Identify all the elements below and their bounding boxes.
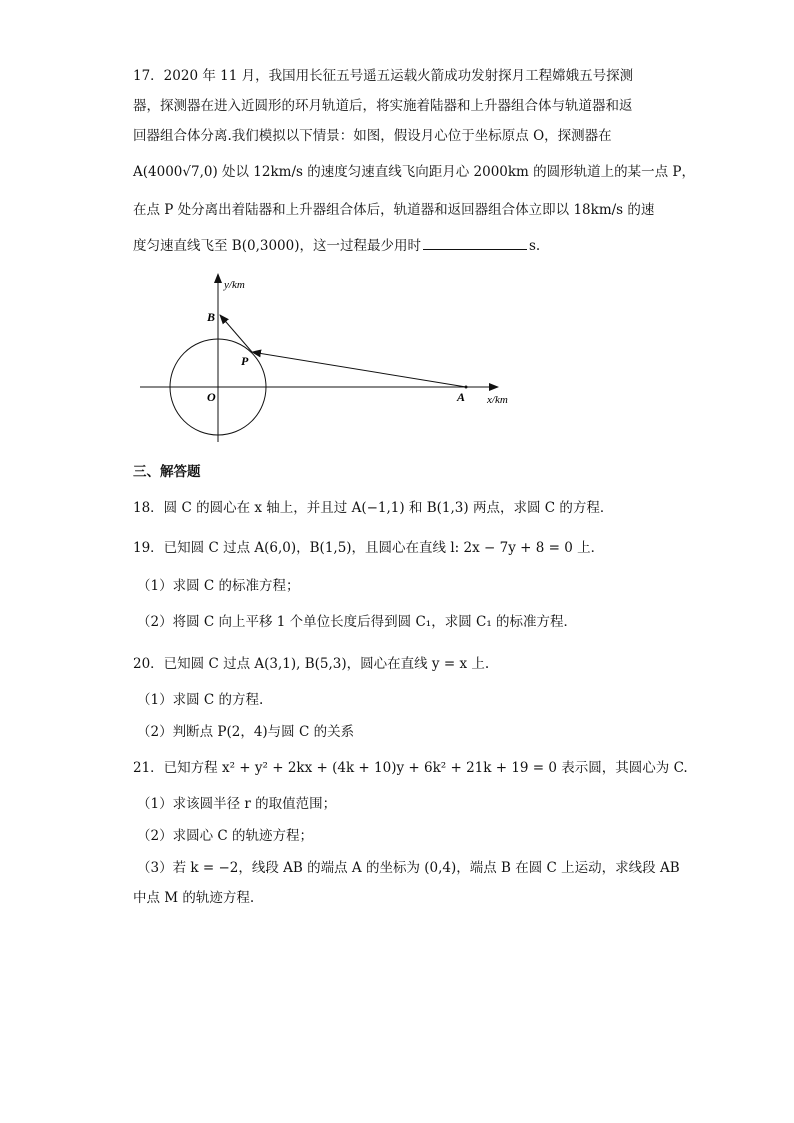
q17-line-6: [133, 236, 540, 256]
label-p: P: [241, 354, 249, 368]
q21-stem: 21．已知方程 x² + y² + 2kx + (4k + 10)y + 6k² + 21k + 19 = 0 表示圆，其圆心为 C.: [133, 760, 688, 776]
q17-line-6-unit: s.: [528, 238, 541, 254]
label-b: B: [207, 310, 216, 324]
q21-part-1: （1）求该圆半径 r 的取值范围；: [137, 796, 337, 812]
x-axis-label: x/km: [487, 394, 508, 406]
q20-stem: 20．已知圆 C 过点 A(3,1), B(5,3)，圆心在直线 y = x 上.: [133, 656, 490, 672]
q21-part-3-line-1: （3）若 k = −2，线段 AB 的端点 A 的坐标为 (0,4)，端点 B 在圆 C 上运动，求线段 AB: [137, 860, 680, 876]
label-a: A: [457, 390, 466, 404]
path-a-to-p: [252, 352, 466, 387]
q21-part-2: （2）求圆心 C 的轨迹方程；: [137, 828, 314, 844]
section-title: 三、解答题: [133, 464, 201, 480]
orbit-figure: [130, 270, 510, 450]
answer-blank[interactable]: [423, 236, 527, 250]
q17-line-1: 17．2020 年 11 月，我国用长征五号遥五运载火箭成功发射探月工程嫦娥五号探测: [133, 68, 634, 84]
q17-line-5: 在点 P 处分离出着陆器和上升器组合体后，轨道器和返回器组合体立即以 18km/s 的速: [133, 202, 655, 218]
q18-stem: 18．圆 C 的圆心在 x 轴上，并且过 A(−1,1) 和 B(1,3) 两点，求圆 C 的方程．: [133, 500, 614, 516]
q20-part-2: （2）判断点 P(2，4)与圆 C 的关系: [137, 724, 355, 740]
q21-part-3-line-2: 中点 M 的轨迹方程.: [133, 890, 255, 906]
q19-part-2: （2）将圆 C 向上平移 1 个单位长度后得到圆 C₁，求圆 C₁ 的标准方程．: [137, 614, 578, 630]
label-o: O: [207, 390, 216, 404]
q17-line-4: A(4000√7,0) 处以 12km/s 的速度匀速直线飞向距月心 2000km 的圆形轨道上的某一点 P，: [133, 164, 696, 180]
q19-stem: 19．已知圆 C 过点 A(6,0)，B(1,5)，且圆心在直线 l: 2x − 7y + 8 = 0 上．: [133, 540, 605, 556]
q17-line-2: 器，探测器在进入近圆形的环月轨道后，将实施着陆器和上升器组合体与轨道器和返: [133, 98, 633, 114]
q17-line-6-text: 度匀速直线飞至 B(0,3000)，这一过程最少用时: [133, 238, 421, 254]
q17-line-3: 回器组合体分离.我们模拟以下情景：如图，假设月心位于坐标原点 O，探测器在: [133, 128, 612, 144]
q19-part-1: （1）求圆 C 的标准方程；: [137, 578, 300, 594]
q20-part-1: （1）求圆 C 的方程.: [137, 692, 264, 708]
point-a: [465, 386, 468, 389]
path-p-to-b: [220, 315, 252, 352]
y-axis-label: y/km: [224, 279, 245, 291]
